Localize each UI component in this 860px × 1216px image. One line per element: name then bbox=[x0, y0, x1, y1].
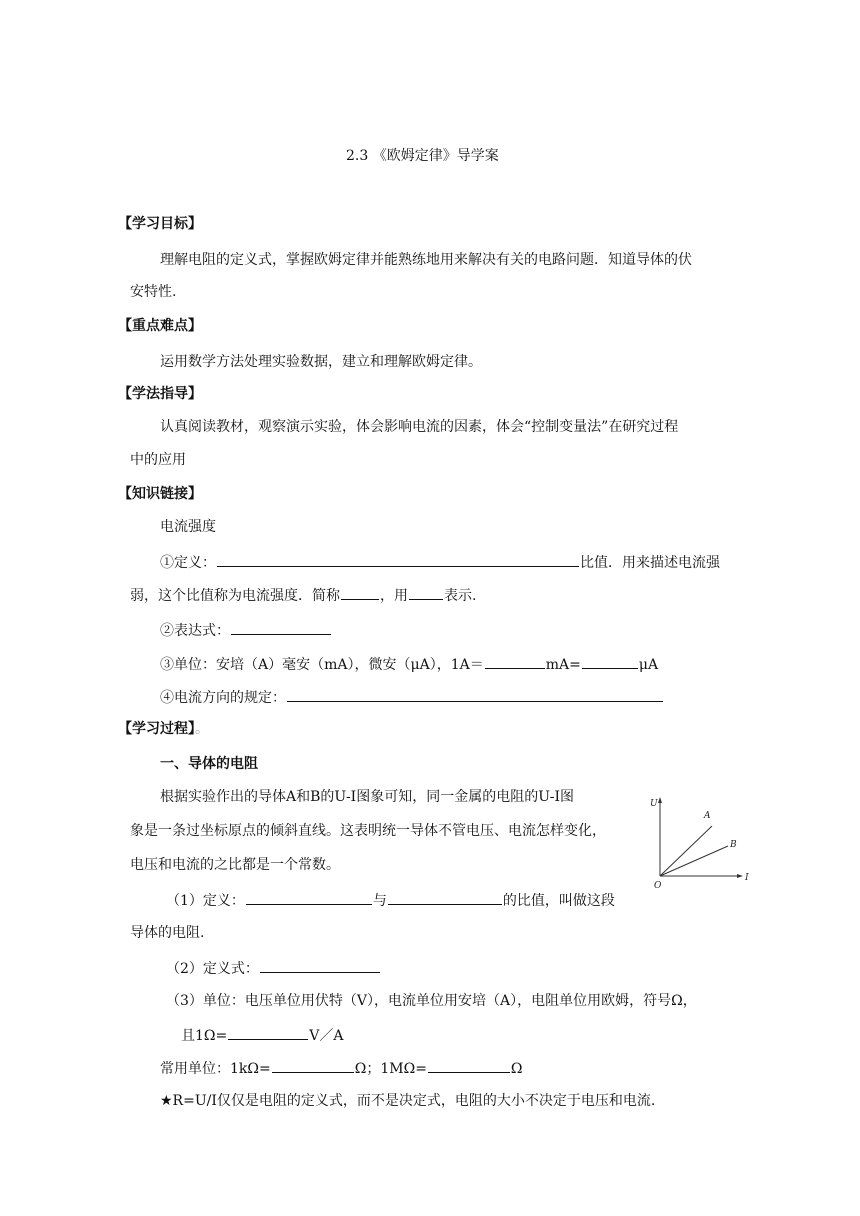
unit-line bbox=[160, 654, 658, 674]
line-a-label: A bbox=[704, 811, 711, 821]
resistance-unit-suffix: V／A bbox=[309, 1028, 344, 1044]
note-line: ★R=U/I仅仅是电阻的定义式，而不是决定式，电阻的大小不决定于电压和电流. bbox=[160, 1093, 656, 1109]
definition-label: ①定义： bbox=[160, 555, 216, 571]
method-text-line2: 中的应用 bbox=[130, 452, 186, 468]
definition-suffix: 比值．用来描述电流强 bbox=[580, 555, 720, 571]
resistance-expression-line bbox=[166, 958, 381, 978]
definition2-mid: ，用 bbox=[380, 588, 408, 604]
method-text-line1: 认真阅读教材，观察演示实验，体会影响电流的因素，体会“控制变量法”在研究过程 bbox=[160, 419, 679, 435]
x-axis-label: I bbox=[745, 873, 749, 883]
mohm-blank[interactable] bbox=[428, 1058, 510, 1073]
line-b bbox=[660, 846, 728, 876]
line-b-label: B bbox=[730, 840, 737, 850]
y-axis-label: U bbox=[650, 799, 658, 809]
definition2-suffix: 表示. bbox=[444, 588, 477, 604]
resistance-definition-suffix: 的比值，叫做这段 bbox=[502, 893, 615, 909]
short-name-blank[interactable] bbox=[341, 585, 379, 600]
ua-blank[interactable] bbox=[582, 654, 638, 669]
resistance-definition-line bbox=[166, 890, 615, 910]
resistance-unit-line1: （3）单位：电压单位用伏特（V），电流单位用安培（A），电阻单位用欧姆，符号Ω， bbox=[166, 993, 697, 1009]
ma-blank[interactable] bbox=[485, 654, 545, 669]
common-units-mid: Ω；1MΩ= bbox=[354, 1061, 427, 1077]
definition2-label: 弱，这个比值称为电流强度．简称 bbox=[130, 588, 340, 604]
resistance-definition-label: （1）定义： bbox=[166, 893, 245, 909]
kohm-blank[interactable] bbox=[272, 1058, 354, 1073]
y-axis-arrow bbox=[658, 797, 662, 803]
section-goals-heading: 【学习目标】 bbox=[118, 216, 202, 232]
resistance-definition-line2: 导体的电阻. bbox=[130, 925, 205, 941]
direction-blank[interactable] bbox=[287, 687, 663, 702]
section-process-heading bbox=[118, 720, 209, 738]
key-text-line1: 运用数学方法处理实验数据，建立和理解欧姆定律。 bbox=[160, 354, 482, 370]
part1-text-line1: 根据实验作出的导体A和B的U-I图象可知，同一金属的电阻的U-I图 bbox=[160, 789, 575, 805]
section-method-heading: 【学法指导】 bbox=[118, 386, 202, 402]
unit-mid: mA= bbox=[545, 657, 581, 673]
definition-line2 bbox=[130, 585, 476, 605]
direction-line bbox=[160, 687, 664, 707]
resistance-unit-line2 bbox=[181, 1025, 343, 1045]
definition-blank[interactable] bbox=[217, 552, 579, 567]
expression-blank[interactable] bbox=[231, 620, 331, 635]
page-title: 2.3 《欧姆定律》导学案 bbox=[346, 148, 499, 164]
origin-label: O bbox=[654, 881, 662, 891]
resistance-expression-blank[interactable] bbox=[260, 958, 380, 973]
expression-label: ②表达式： bbox=[160, 623, 230, 639]
expression-line bbox=[160, 620, 332, 640]
common-units-line bbox=[160, 1058, 523, 1078]
ui-graph bbox=[646, 792, 754, 892]
unit-suffix: μA bbox=[638, 657, 659, 673]
link-subtitle: 电流强度 bbox=[160, 519, 216, 535]
ohm-conversion-blank[interactable] bbox=[228, 1025, 308, 1040]
current-blank[interactable] bbox=[388, 890, 502, 905]
definition-line bbox=[160, 552, 720, 572]
common-units-label: 常用单位：1kΩ= bbox=[160, 1061, 271, 1077]
process-heading-dot: 。 bbox=[195, 721, 209, 737]
resistance-expression-label: （2）定义式： bbox=[166, 961, 259, 977]
part1-heading: 一、导体的电阻 bbox=[160, 756, 258, 772]
part1-text-line3: 电压和电流的之比都是一个常数。 bbox=[130, 857, 340, 873]
resistance-definition-mid: 与 bbox=[372, 893, 387, 909]
common-units-suffix: Ω bbox=[510, 1061, 523, 1077]
goals-text-line2: 安特性. bbox=[130, 284, 177, 300]
symbol-blank[interactable] bbox=[409, 585, 443, 600]
x-axis-arrow bbox=[737, 874, 743, 878]
part1-text-line2: 象是一条过坐标原点的倾斜直线。这表明统一导体不管电压、电流怎样变化， bbox=[130, 823, 606, 839]
line-a bbox=[660, 826, 712, 876]
section-link-heading: 【知识链接】 bbox=[118, 486, 202, 502]
goals-text-line1: 理解电阻的定义式，掌握欧姆定律并能熟练地用来解决有关的电路问题．知道导体的伏 bbox=[160, 252, 692, 268]
resistance-unit-label: 且1Ω= bbox=[181, 1028, 228, 1044]
unit-label: ③单位：安培（A）毫安（mA），微安（μA），1A＝ bbox=[160, 657, 484, 673]
section-key-heading: 【重点难点】 bbox=[118, 318, 202, 334]
process-heading-text: 【学习过程】 bbox=[118, 721, 195, 737]
direction-label: ④电流方向的规定： bbox=[160, 690, 286, 706]
voltage-blank[interactable] bbox=[246, 890, 372, 905]
